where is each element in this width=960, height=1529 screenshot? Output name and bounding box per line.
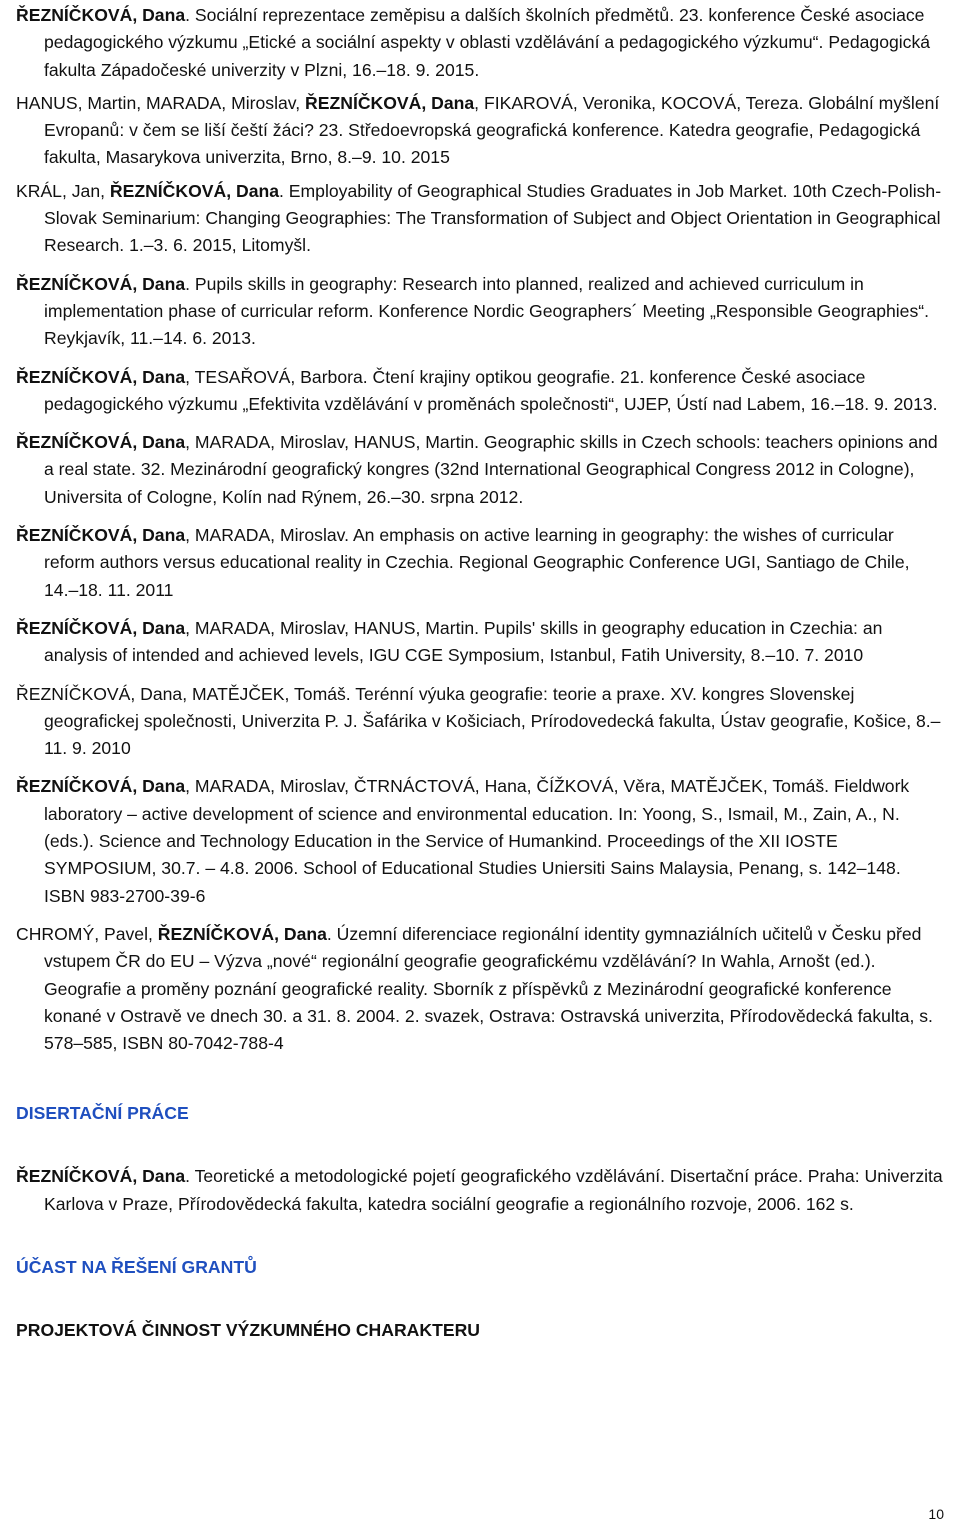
citation-entry bbox=[16, 921, 946, 1057]
page-number: 10 bbox=[928, 1506, 944, 1522]
section-heading-dissertation: DISERTAČNÍ PRÁCE bbox=[16, 1103, 189, 1124]
citation-entry bbox=[16, 773, 946, 909]
citation-text: , MARADA, Miroslav, ČTRNÁCTOVÁ, Hana, ČÍŽKOVÁ, Věra, MATĚJČEK, Tomáš. Fieldwork laboratory – active development of science and environmental education. In: Yoong, S., Ismail, M., Zain, A., N. (eds.). Science and Technology Education in the Service of Humankind. Proceedings of the XII IOSTE SYMPOSIUM, 30.7. – 4.8. 2006. School of Educational Studies Uniersiti Sains Malaysia, Penang, s. 142–148. ISBN 983-2700-39-6 bbox=[44, 776, 910, 906]
document-page bbox=[16, 2, 946, 1344]
citation-entry bbox=[16, 429, 946, 511]
citation-entry bbox=[16, 2, 946, 84]
section-heading-grants: ÚČAST NA ŘEŠENÍ GRANTŮ bbox=[16, 1256, 257, 1277]
author-bold: ŘEZNÍČKOVÁ, Dana bbox=[109, 180, 280, 201]
citation-entry bbox=[16, 271, 946, 353]
citation-text: , TESAŘOVÁ, Barbora. Čtení krajiny optikou geografie. 21. konference České asociace pedagogického výzkumu „Efektivita vzdělávání v proměnách společnosti“, UJEP, Ústí nad Labem, 16.–18. 9. 2013. bbox=[44, 366, 938, 414]
author-bold: ŘEZNÍČKOVÁ, Dana bbox=[157, 923, 327, 944]
citation-entry bbox=[16, 178, 946, 260]
author-bold: ŘEZNÍČKOVÁ, Dana bbox=[16, 366, 186, 387]
citation-entry bbox=[16, 90, 946, 172]
citation-text: , MARADA, Miroslav. An emphasis on active learning in geography: the wishes of curricular reform authors versus educational reality in Czechia. Regional Geographic Conference UGI, Santiago de Chile, 14.–18. 11. 2011 bbox=[44, 525, 910, 600]
author-bold: ŘEZNÍČKOVÁ, Dana bbox=[16, 273, 186, 294]
citation-text: . Teoretické a metodologické pojetí geografického vzdělávání. Disertační práce. Praha: Univerzita Karlova v Praze, Přírodovědecká fakulta, katedra sociální geografie a regionálního rozvoje, 2006. 162 s. bbox=[44, 1166, 943, 1214]
citation-text: . Pupils skills in geography: Research into planned, realized and achieved curriculum in implementation phase of curricular reform. Konference Nordic Geographers´ Meeting „Responsible Geographies“. Reykjavík, 11.–14. 6. 2013. bbox=[44, 273, 930, 349]
author-bold: ŘEZNÍČKOVÁ, Dana bbox=[305, 92, 475, 113]
citation-authors: CHROMÝ, Pavel, bbox=[16, 923, 158, 944]
citation-authors: HANUS, Martin, MARADA, Miroslav, bbox=[16, 92, 306, 113]
citation-text: . Sociální reprezentace zeměpisu a dalších školních předmětů. 23. konference České asociace pedagogického výzkumu „Etické a sociální aspekty v oblasti vzdělávání a pedagogického výzkumu“. Pedagogická fakulta Západočeské univerzity v Plzni, 16.–18. 9. 2015. bbox=[44, 5, 931, 80]
citation-text: ŘEZNÍČKOVÁ, Dana, MATĚJČEK, Tomáš. Terénní výuka geografie: teorie a praxe. XV. kongres Slovenskej geografickej společnosti, Univerzita P. J. Šafárika v Košiciach, Prírodovedecká fakulta, Ústav geografie, Košice, 8.–11. 9. 2010 bbox=[16, 683, 941, 759]
citation-authors: KRÁL, Jan, bbox=[16, 180, 110, 201]
citation-entry bbox=[16, 522, 946, 604]
author-bold: ŘEZNÍČKOVÁ, Dana bbox=[16, 5, 186, 25]
citation-text: , MARADA, Miroslav, HANUS, Martin. Pupils' skills in geography education in Czechia: an analysis of intended and achieved levels, IGU CGE Symposium, Istanbul, Fatih University, 8.–10. 7. 2010 bbox=[44, 617, 883, 666]
author-bold: ŘEZNÍČKOVÁ, Dana bbox=[16, 432, 186, 453]
citation-entry bbox=[16, 615, 946, 670]
author-bold: ŘEZNÍČKOVÁ, Dana bbox=[16, 776, 186, 797]
citation-text: . Územní diferenciace regionální identity gymnaziálních učitelů v Česku před vstupem ČR do EU – Výzva „nové“ regionální geografie geografickému vzdělávání? In Wahla, Arnošt (ed.). Geografie a proměny poznání geografické reality. Sborník z příspěvků z Mezinárodní geografické konference konané v Ostravě ve dnech 30. a 31. 8. 2004. 2. svazek, Ostrava: Ostravská univerzita, Přírodovědecká fakulta, s. 578–585, ISBN 80-7042-788-4 bbox=[44, 923, 933, 1054]
citation-text: , MARADA, Miroslav, HANUS, Martin. Geographic skills in Czech schools: teachers opinions and a real state. 32. Mezinárodní geografický kongres (32nd International Geographical Congress 2012 in Cologne), Universita of Cologne, Kolín nad Rýnem, 26.–30. srpna 2012. bbox=[44, 432, 938, 507]
citation-entry bbox=[16, 681, 946, 763]
author-bold: ŘEZNÍČKOVÁ, Dana bbox=[16, 617, 186, 638]
citation-text: . Employability of Geographical Studies Graduates in Job Market. 10th Czech-Polish-Slovak Seminarium: Changing Geographies: The Transformation of Subject and Object Orientation in Geographical Research. 1.–3. 6. 2015, Litomyšl. bbox=[44, 180, 942, 256]
dissertation-entry bbox=[16, 1163, 946, 1218]
author-bold: ŘEZNÍČKOVÁ, Dana bbox=[16, 525, 186, 546]
author-bold: ŘEZNÍČKOVÁ, Dana bbox=[16, 1166, 186, 1187]
citation-entry bbox=[16, 364, 946, 419]
section-heading-projects: PROJEKTOVÁ ČINNOST VÝZKUMNÉHO CHARAKTERU bbox=[16, 1319, 480, 1340]
citation-text: , FIKAROVÁ, Veronika, KOCOVÁ, Tereza. Globální myšlení Evropanů: v čem se liší čeští žáci? 23. Středoevropská geografická konference. Katedra geografie, Pedagogická fakulta, Masarykova univerzita, Brno, 8.–9. 10. 2015 bbox=[44, 92, 940, 168]
